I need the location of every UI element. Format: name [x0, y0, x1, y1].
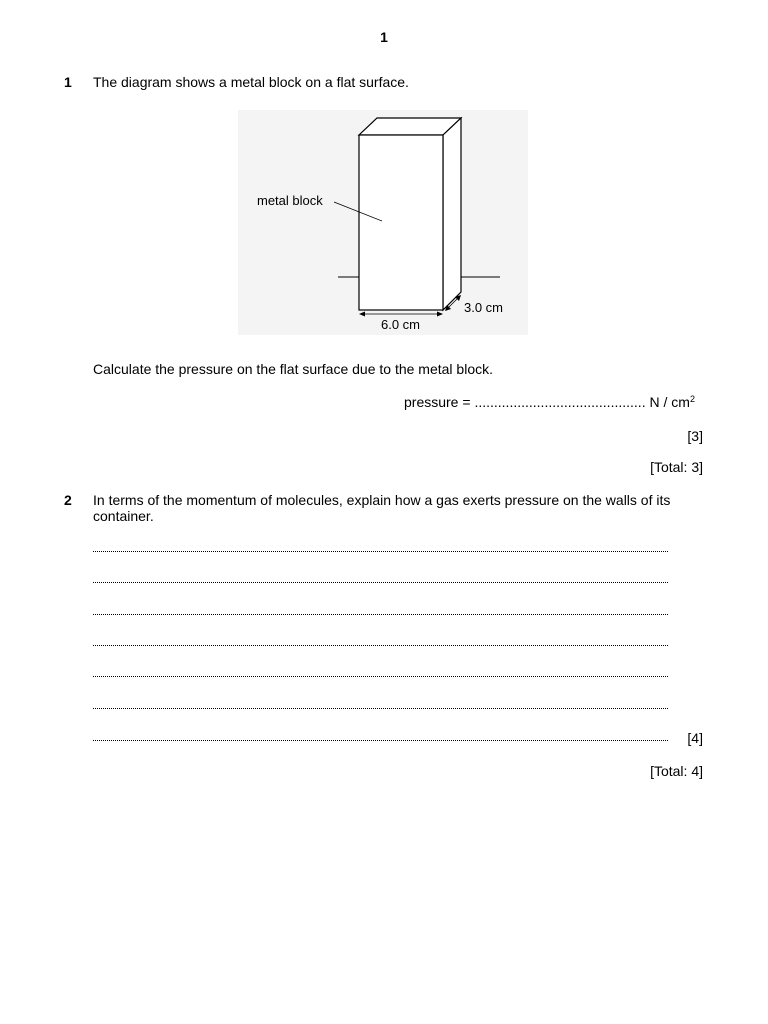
- question-1-total: [Total: 3]: [650, 459, 703, 475]
- pressure-answer-dots[interactable]: ............................................: [474, 394, 646, 410]
- page-number: 1: [380, 29, 388, 45]
- question-2-marks: [4]: [687, 730, 703, 746]
- block-front-face: [359, 135, 443, 310]
- answer-line-6[interactable]: [93, 708, 668, 709]
- question-2-text: In terms of the momentum of molecules, explain how a gas exerts pressure on the walls of its container.: [93, 492, 671, 524]
- answer-line-7[interactable]: [93, 740, 668, 741]
- question-1-number: 1: [64, 74, 72, 90]
- answer-line-5[interactable]: [93, 676, 668, 677]
- answer-line-2[interactable]: [93, 582, 668, 583]
- answer-line-3[interactable]: [93, 614, 668, 615]
- answer-line-4[interactable]: [93, 645, 668, 646]
- depth-label: 3.0 cm: [464, 300, 504, 315]
- width-label: 6.0 cm: [381, 317, 421, 332]
- pressure-unit-exponent: 2: [689, 394, 695, 404]
- question-2-total: [Total: 4]: [650, 763, 703, 779]
- block-side-face: [443, 118, 461, 310]
- question-1-marks: [3]: [687, 428, 703, 444]
- metal-block-label: metal block: [257, 193, 323, 208]
- answer-line-1[interactable]: [93, 551, 668, 552]
- pressure-label: pressure =: [404, 394, 471, 410]
- metal-block-diagram: [238, 110, 528, 335]
- question-1-text: The diagram shows a metal block on a flat surface.: [93, 74, 409, 90]
- question-2-number: 2: [64, 492, 72, 508]
- pressure-answer-line: [404, 394, 695, 410]
- pressure-unit: N / cm: [649, 394, 690, 410]
- question-1-prompt: Calculate the pressure on the flat surface due to the metal block.: [93, 361, 494, 377]
